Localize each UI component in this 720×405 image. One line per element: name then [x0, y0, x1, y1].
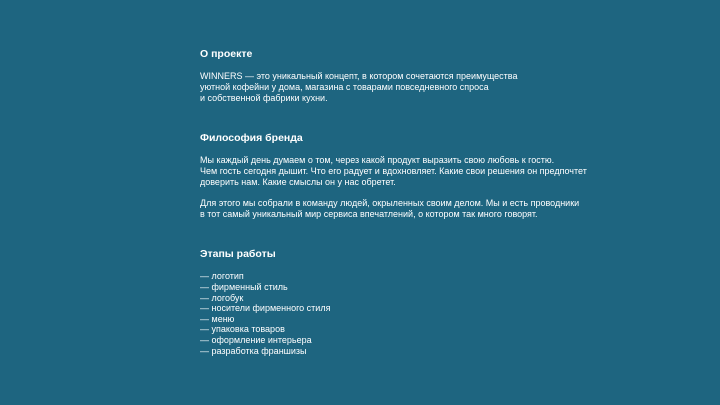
stages-section-title: Этапы работы	[200, 248, 276, 261]
philosophy-line: Для этого мы собрали в команду людей, окрыленных своим делом. Мы и есть проводники	[200, 197, 580, 208]
philosophy-line: доверить нам. Какие смыслы он у нас обретет.	[200, 176, 396, 187]
about-line: и собственной фабрики кухни.	[200, 92, 328, 103]
about-line: уютной кофейни у дома, магазина с товарами повседневного спроса	[200, 81, 489, 92]
content-column	[200, 47, 700, 356]
about-line: WINNERS — это уникальный концепт, в котором сочетаются преимущества	[200, 71, 518, 81]
philosophy-line: Чем гость сегодня дышит. Что его радует и вдохновляет. Какие свои решения он предпочтет	[200, 166, 587, 177]
philosophy-section-title: Философия бренда	[200, 132, 303, 145]
list-item: — фирменный стиль	[200, 281, 288, 292]
list-item: — логотип	[200, 271, 244, 282]
list-item: — меню	[200, 313, 235, 324]
list-item: — логобук	[200, 292, 244, 303]
philosophy-line: в тот самый уникальный мир сервиса впечатлений, о котором так много говорят.	[200, 208, 538, 219]
list-item: — оформление интерьера	[200, 334, 312, 345]
philosophy-paragraph-2	[200, 198, 700, 220]
list-item: — разработка франшизы	[200, 345, 307, 356]
philosophy-paragraph-1	[200, 155, 700, 187]
philosophy-line: Мы каждый день думаем о том, через какой продукт выразить свою любовь к гостю.	[200, 155, 555, 166]
stages-list	[200, 271, 700, 356]
about-section-title: О проекте	[200, 48, 253, 60]
list-item: — упаковка товаров	[200, 324, 285, 335]
list-item: — носители фирменного стиля	[200, 303, 331, 314]
about-paragraph	[200, 71, 700, 103]
